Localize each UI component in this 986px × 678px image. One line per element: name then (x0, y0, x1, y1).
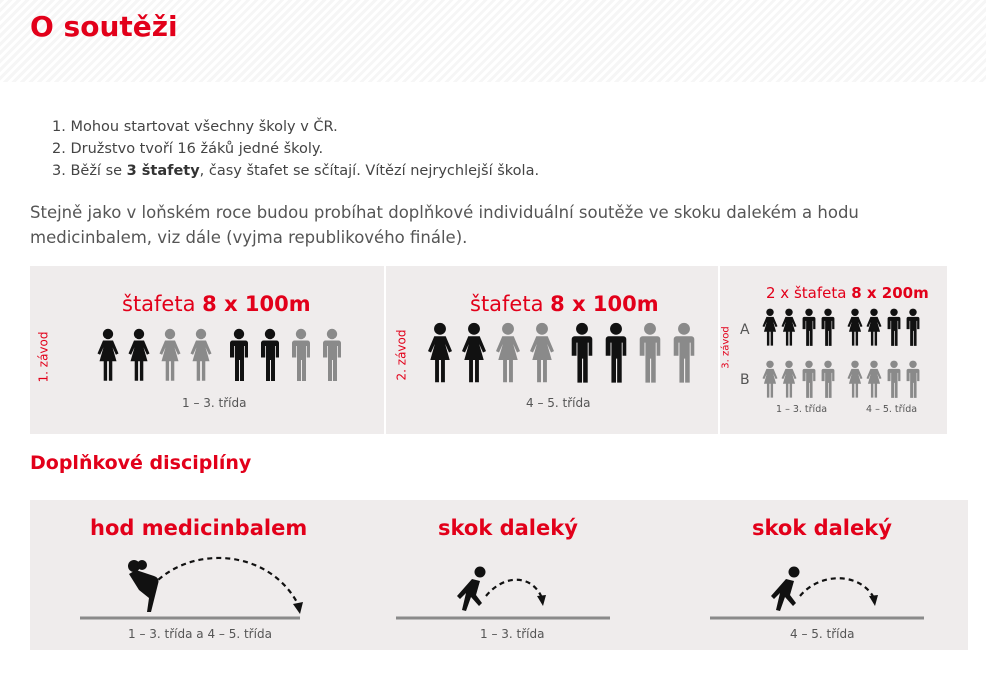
discipline-title: skok daleký (752, 516, 892, 540)
long-jump-icon (710, 566, 924, 622)
disciplines-panel (30, 500, 968, 650)
grade-label: 4 – 5. třída (866, 404, 918, 415)
relay-infographic (30, 266, 947, 434)
relay-block-3 (720, 266, 947, 434)
relay-block-1 (30, 266, 382, 434)
relay-block-2 (386, 266, 716, 434)
runners-group (424, 322, 694, 386)
row-label-b: B (740, 372, 750, 388)
list-item: 2. Družstvo tvoří 16 žáků jedné školy. (52, 141, 324, 157)
race-label: 3. závod (720, 326, 732, 369)
grade-label: 1 – 3. třída (776, 404, 828, 415)
discipline-title: skok daleký (438, 516, 578, 540)
race-label: 2. závod (394, 329, 409, 381)
grade-label: 1 – 3. třída (182, 396, 247, 410)
relay-title: štafeta 8 x 100m (470, 292, 659, 316)
discipline-title: hod medicinbalem (90, 516, 308, 540)
long-jump-icon (396, 566, 610, 622)
runners-group (94, 328, 344, 386)
discipline-grade: 1 – 3. třída a 4 – 5. třída (128, 627, 272, 641)
medicine-ball-throw-icon (80, 556, 300, 622)
runners-row-b (760, 360, 928, 400)
list-item: 3. Běží se 3 štafety, časy štafet se sčítají. Vítězí nejrychlejší škola. (52, 163, 540, 179)
intro-paragraph: Stejně jako v loňském roce budou probíhat doplňkové individuální soutěže ve skoku dalekém a hodu medicinbalem, viz dále (vyjma republikového finále). (30, 203, 859, 247)
rules-list (52, 116, 539, 182)
race-label: 1. závod (36, 331, 51, 383)
runners-row-a (760, 308, 928, 348)
discipline-grade: 1 – 3. třída (480, 627, 545, 641)
relay-title: 2 x štafeta 8 x 200m (766, 284, 929, 302)
relay-title: štafeta 8 x 100m (122, 292, 311, 316)
page-title: O soutěži (30, 10, 178, 43)
grade-label: 4 – 5. třída (526, 396, 591, 410)
page-header (0, 0, 986, 82)
section-title: Doplňkové disciplíny (30, 452, 252, 474)
row-label-a: A (740, 322, 750, 338)
list-item: 1. Mohou startovat všechny školy v ČR. (52, 119, 338, 135)
discipline-grade: 4 – 5. třída (790, 627, 855, 641)
